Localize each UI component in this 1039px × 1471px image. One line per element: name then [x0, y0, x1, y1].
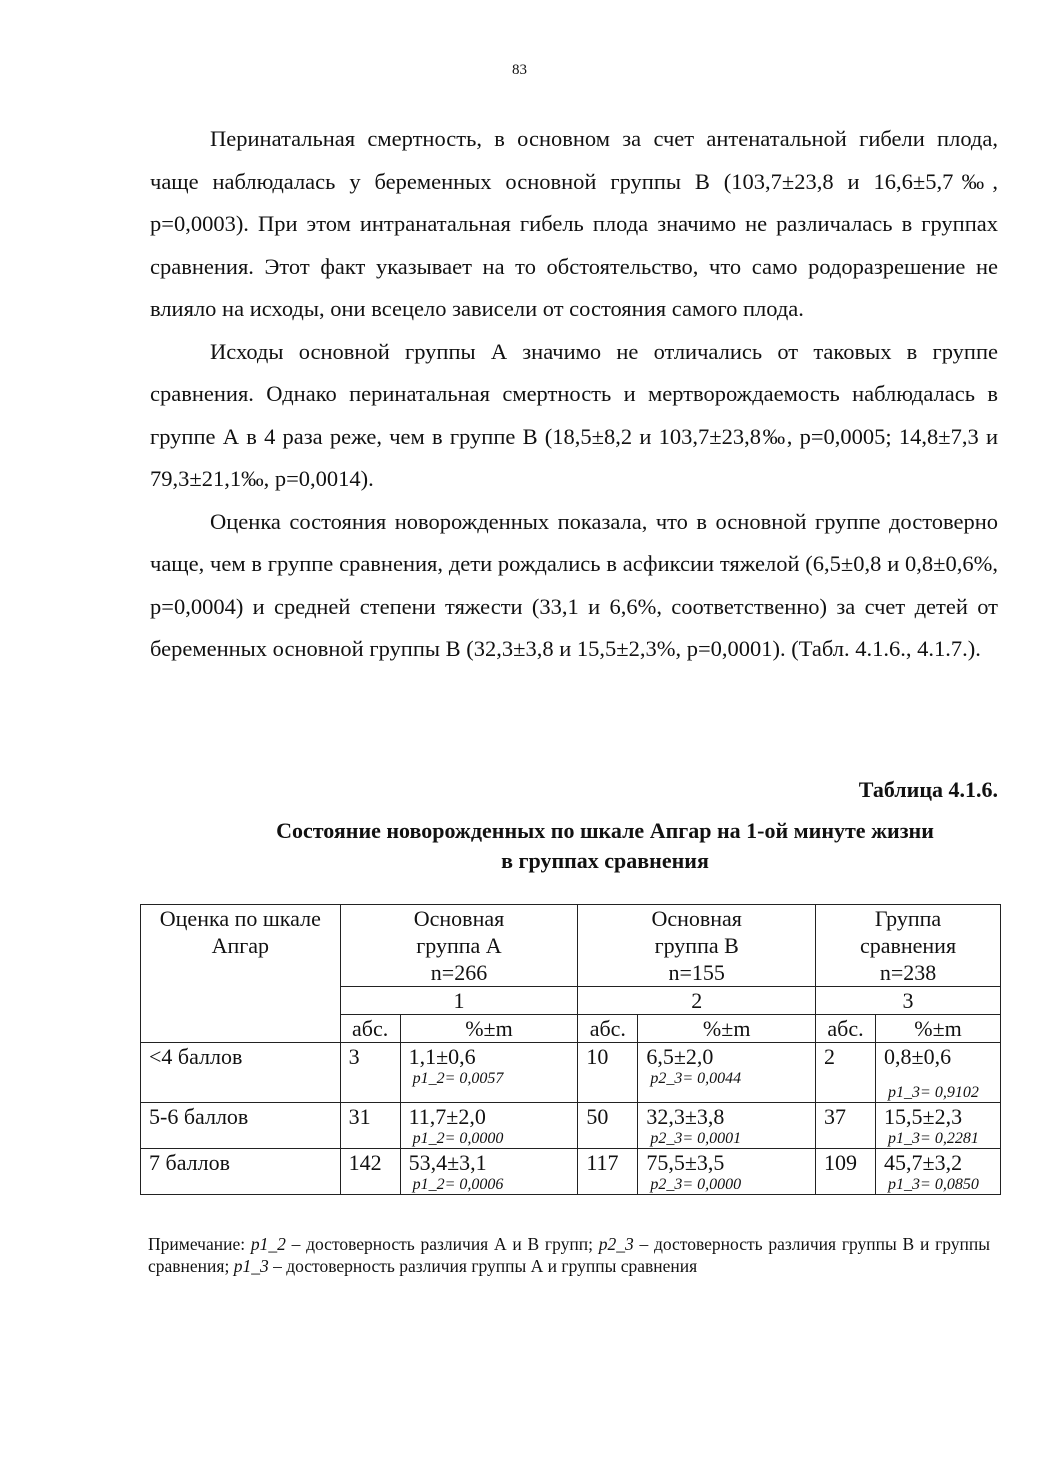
- body-text: [150, 118, 998, 671]
- header-group-b: Основная группа В n=155: [578, 905, 816, 987]
- paragraph-3: Оценка состояния новорожденных показала, что в основной группе достоверно чаще, чем в группе сравнения, дети рождались в асфиксии тяжелой (6,5±0,8 и 0,8±0,6%, p=0,0004) и средней степени тяжести (33,1 и 6,6%, соответственно) за счет детей от беременных основной группы В (32,3±3,8 и 15,5±2,3%, p=0,0001). (Табл. 4.1.6., 4.1.7.).: [150, 508, 998, 661]
- pct-a: 11,7±2,0 p1_2= 0,0000: [400, 1103, 578, 1149]
- abs-b: 117: [578, 1149, 638, 1195]
- abs-a: 142: [340, 1149, 400, 1195]
- p-value: p1_2= 0,0000: [412, 1130, 504, 1147]
- abs-b: 50: [578, 1103, 638, 1149]
- abs-a: 3: [340, 1043, 400, 1103]
- table-label: Таблица 4.1.6.: [858, 777, 998, 802]
- paragraph-1: Перинатальная смертность, в основном за счет антенатальной гибели плода, чаще наблюдалась у беременных основной группы В (103,7±23,8 и 16,6±5,7‰, p=0,0003). При этом интранатальная гибель плода значимо не различалась в группах сравнения. Этот факт указывает на то обстоятельство, что само родоразрешение не влияло на исходы, они всецело зависели от состояния самого плода.: [150, 126, 998, 321]
- abs-c: 37: [816, 1103, 876, 1149]
- pct-a: 53,4±3,1 p1_2= 0,0006: [400, 1149, 578, 1195]
- table-note: Примечание: p1_2 – достоверность различия А и В групп; p2_3 – достоверность различия группы В и группы сравнения; p1_3 – достоверность различия группы А и группы сравнения: [148, 1234, 990, 1276]
- page-number: 83: [512, 62, 527, 78]
- pct-b: 32,3±3,8 p2_3= 0,0001: [638, 1103, 816, 1149]
- table-row: [141, 1149, 1001, 1195]
- p-value: p1_3= 0,9102: [888, 1084, 979, 1101]
- p-value: p1_2= 0,0057: [412, 1070, 504, 1087]
- abs-b: 10: [578, 1043, 638, 1103]
- sub-abs-c: абс.: [816, 1015, 876, 1043]
- p-value: p1_3= 0,2281: [888, 1130, 979, 1147]
- header-group-comparison: Группа сравнения n=238: [816, 905, 1001, 987]
- group-number-1: 1: [340, 987, 578, 1015]
- header-apgar: Оценка по шкале Апгар: [141, 905, 341, 1043]
- pct-b: 75,5±3,5 p2_3= 0,0000: [638, 1149, 816, 1195]
- sub-pct-a: %±m: [400, 1015, 578, 1043]
- p-value: p2_3= 0,0000: [650, 1176, 742, 1193]
- pct-a: 1,1±0,6 p1_2= 0,0057: [400, 1043, 578, 1103]
- group-number-2: 2: [578, 987, 816, 1015]
- pct-c: 45,7±3,2 p1_3= 0,0850: [876, 1149, 1001, 1195]
- pct-b: 6,5±2,0 p2_3= 0,0044: [638, 1043, 816, 1103]
- abs-c: 109: [816, 1149, 876, 1195]
- p-value: p1_2= 0,0006: [412, 1176, 504, 1193]
- row-label: <4 баллов: [141, 1043, 341, 1103]
- table-title: [210, 816, 1000, 876]
- sub-pct-c: %±m: [876, 1015, 1001, 1043]
- pct-c: 0,8±0,6 p1_3= 0,9102: [876, 1043, 1001, 1103]
- table-row: [141, 1103, 1001, 1149]
- sub-pct-b: %±m: [638, 1015, 816, 1043]
- abs-a: 31: [340, 1103, 400, 1149]
- table-title-line2: в группах сравнения: [501, 848, 709, 873]
- header-group-a: Основная группа А n=266: [340, 905, 578, 987]
- p-value: p2_3= 0,0001: [650, 1130, 742, 1147]
- paragraph-2: Исходы основной группы А значимо не отличались от таковых в группе сравнения. Однако перинатальная смертность и мертворождаемость наблюдалась в группе А в 4 раза реже, чем в группе В (18,5±8,2 и 103,7±23,8‰, p=0,0005; 14,8±7,3 и 79,3±21,1‰, p=0,0014).: [150, 338, 998, 491]
- sub-abs-b: абс.: [578, 1015, 638, 1043]
- p-value: p2_3= 0,0044: [650, 1070, 742, 1087]
- group-number-3: 3: [816, 987, 1001, 1015]
- row-label: 7 баллов: [141, 1149, 341, 1195]
- abs-c: 2: [816, 1043, 876, 1103]
- pct-c: 15,5±2,3 p1_3= 0,2281: [876, 1103, 1001, 1149]
- sub-abs-a: абс.: [340, 1015, 400, 1043]
- table-row: [141, 1043, 1001, 1103]
- table-title-line1: Состояние новорожденных по шкале Апгар на 1-ой минуте жизни: [276, 818, 934, 843]
- table-header-row: [141, 905, 1001, 987]
- p-value: p1_3= 0,0850: [888, 1176, 979, 1193]
- apgar-table: [140, 904, 1001, 1195]
- row-label: 5-6 баллов: [141, 1103, 341, 1149]
